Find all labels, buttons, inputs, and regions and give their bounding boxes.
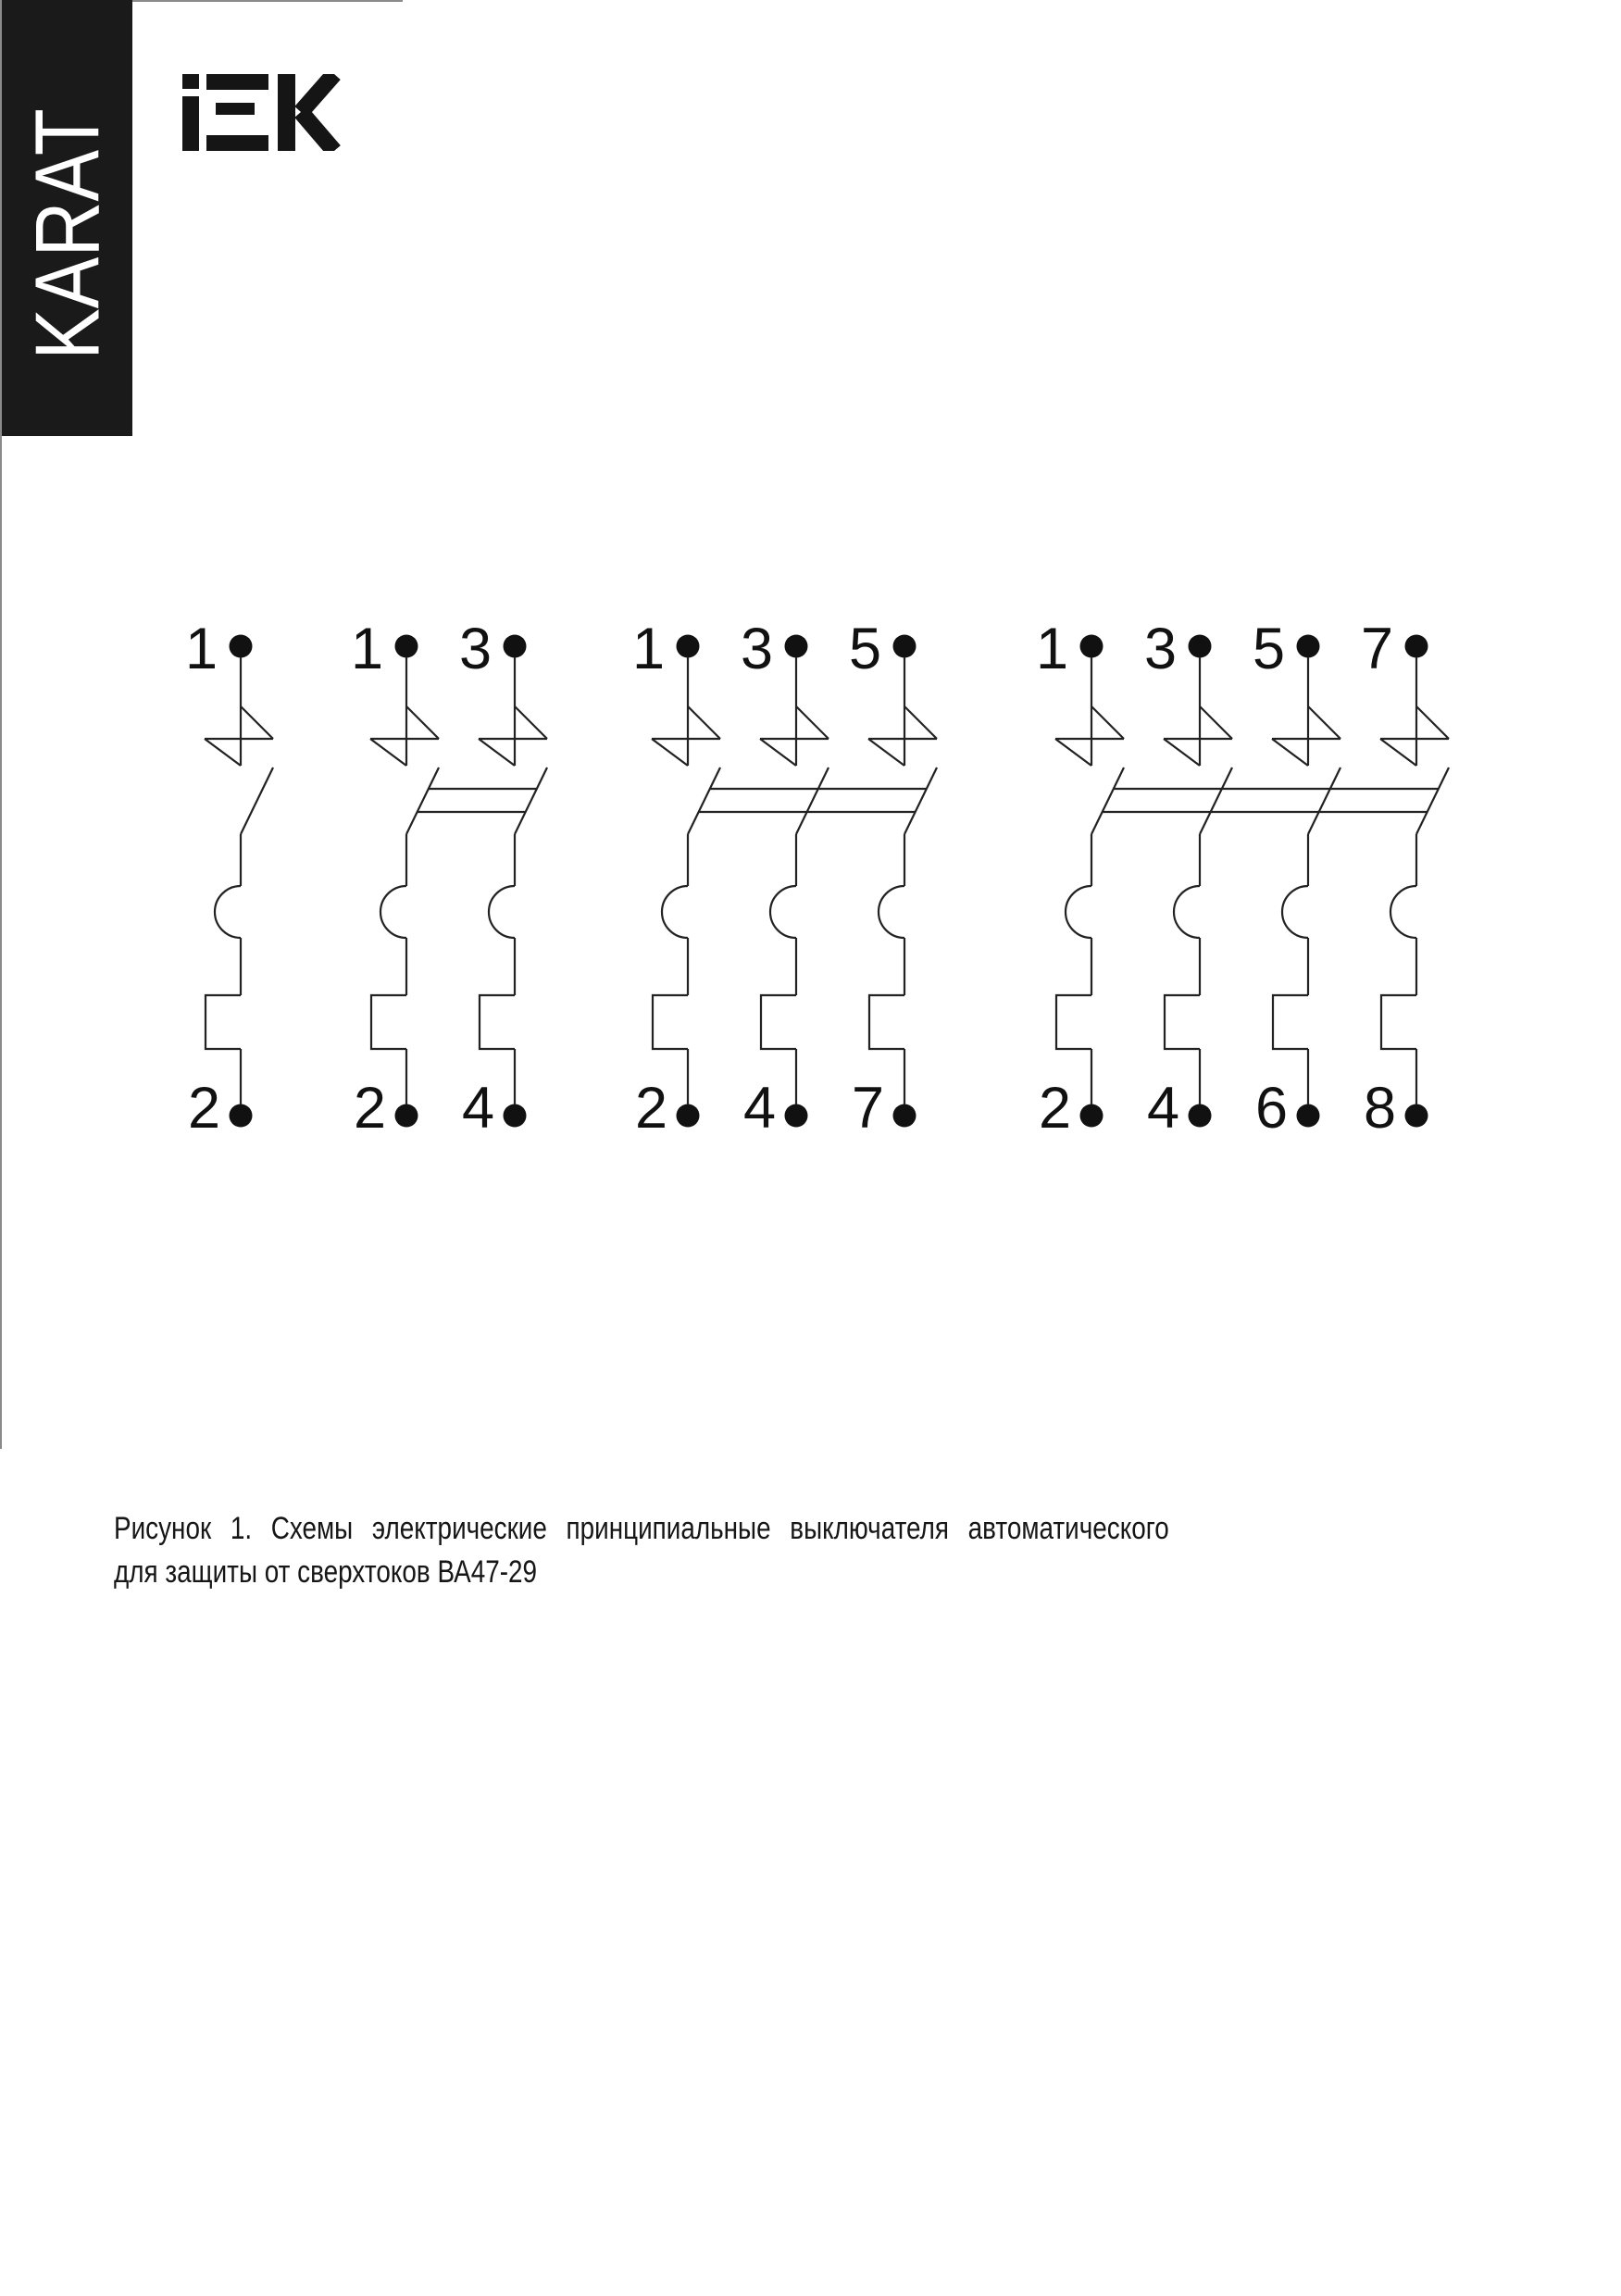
magnetic-release-jog [1165, 995, 1200, 1049]
top-terminal-label: 5 [1252, 617, 1285, 681]
bottom-terminal-dot [1405, 1104, 1428, 1128]
bottom-terminal-label: 6 [1254, 1076, 1288, 1141]
top-terminal-label: 5 [848, 617, 881, 681]
thermal-release-arc [770, 886, 796, 938]
bottom-terminal-label: 2 [1038, 1076, 1071, 1141]
bottom-terminal-dot [230, 1104, 253, 1128]
magnetic-release-jog [653, 995, 688, 1049]
breaker-3-pole [632, 617, 937, 1141]
magnetic-release-jog [1273, 995, 1308, 1049]
figure-caption [114, 1507, 1169, 1594]
breaker-2-pole-pole-2 [459, 617, 547, 1141]
figure-caption-line2: для защиты от сверхтоков ВА47-29 [114, 1554, 538, 1590]
top-terminal-label: 3 [740, 617, 773, 681]
bottom-terminal-dot [395, 1104, 418, 1128]
top-terminal-dot [1189, 635, 1212, 658]
magnetic-release-jog [869, 995, 904, 1049]
thermal-release-arc [1282, 886, 1308, 938]
breaker-2-pole-pole-1 [351, 617, 439, 1141]
top-terminal-label: 1 [184, 617, 218, 681]
breaker-3-pole-pole-2 [741, 617, 829, 1141]
thermal-release-arc [1390, 886, 1416, 938]
breaker-1-pole-pole-1 [185, 617, 273, 1141]
figure-caption-line1: Рисунок 1. Схемы электрические принципиальные выключателя автоматического [114, 1511, 1169, 1546]
thermal-release-arc [879, 886, 904, 938]
bottom-terminal-dot [504, 1104, 527, 1128]
magnetic-release-jog [206, 995, 241, 1049]
breaker-3-pole-pole-1 [632, 617, 720, 1141]
thermal-release-arc [489, 886, 515, 938]
top-terminal-label: 3 [458, 617, 492, 681]
magnetic-release-jog [1381, 995, 1416, 1049]
top-terminal-label: 1 [350, 617, 383, 681]
top-terminal-dot [785, 635, 808, 658]
magnetic-release-jog [1056, 995, 1091, 1049]
thermal-release-arc [1174, 886, 1200, 938]
top-terminal-dot [893, 635, 916, 658]
top-terminal-dot [395, 635, 418, 658]
thermal-release-arc [1066, 886, 1091, 938]
top-terminal-dot [504, 635, 527, 658]
bottom-terminal-label: 4 [1146, 1076, 1179, 1141]
bottom-terminal-dot [677, 1104, 700, 1128]
top-terminal-dot [1080, 635, 1104, 658]
bottom-terminal-label: 2 [353, 1076, 386, 1141]
breaker-4-pole-pole-1 [1036, 617, 1124, 1141]
bottom-terminal-label: 2 [187, 1076, 220, 1141]
bottom-terminal-dot [1297, 1104, 1320, 1128]
karat-brand-text: KARAT [16, 108, 118, 360]
top-terminal-dot [230, 635, 253, 658]
bottom-terminal-dot [785, 1104, 808, 1128]
bottom-terminal-label: 4 [742, 1076, 776, 1141]
thermal-release-arc [380, 886, 406, 938]
breaker-4-pole-pole-4 [1361, 617, 1449, 1141]
top-terminal-label: 1 [1035, 617, 1068, 681]
top-terminal-label: 1 [631, 617, 665, 681]
breaker-3-pole-pole-3 [849, 617, 937, 1141]
top-terminal-dot [1297, 635, 1320, 658]
breaker-4-pole-pole-3 [1253, 617, 1340, 1141]
top-terminal-dot [1405, 635, 1428, 658]
top-terminal-dot [677, 635, 700, 658]
bottom-terminal-dot [1080, 1104, 1104, 1128]
top-terminal-label: 7 [1360, 617, 1393, 681]
top-terminal-label: 3 [1143, 617, 1177, 681]
thermal-release-arc [215, 886, 241, 938]
bottom-terminal-dot [1189, 1104, 1212, 1128]
bottom-terminal-label: 7 [851, 1076, 884, 1141]
bottom-terminal-label: 4 [461, 1076, 494, 1141]
bottom-terminal-label: 8 [1363, 1076, 1396, 1141]
breaker-1-pole [185, 617, 273, 1141]
bottom-terminal-dot [893, 1104, 916, 1128]
breaker-4-pole-pole-2 [1144, 617, 1232, 1141]
magnetic-release-jog [761, 995, 796, 1049]
breaker-4-pole [1036, 617, 1449, 1141]
bottom-terminal-label: 2 [634, 1076, 667, 1141]
breaker-2-pole [351, 617, 547, 1141]
magnetic-release-jog [480, 995, 515, 1049]
magnetic-release-jog [371, 995, 406, 1049]
thermal-release-arc [662, 886, 688, 938]
